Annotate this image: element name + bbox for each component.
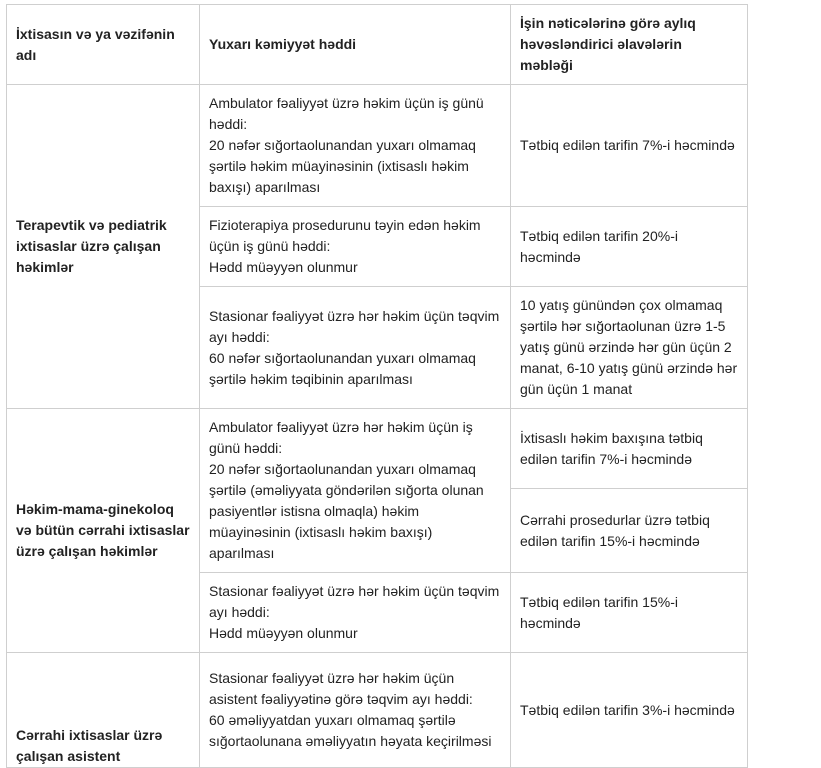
limit-cell — [200, 85, 511, 207]
amount-text: İxtisaslı həkim baxışına tətbiq edilən tarifin 7%-i həcmində — [520, 429, 703, 467]
amount-text: Tətbiq edilən tarifin 7%-i həcmində — [520, 137, 735, 153]
amount-cell — [511, 207, 748, 287]
amount-cell — [511, 489, 748, 573]
limit-cell — [200, 573, 511, 653]
compensation-table — [6, 4, 748, 768]
amount-text: Tətbiq edilən tarifin 3%-i həcmində — [520, 701, 735, 718]
limit-cell — [200, 207, 511, 287]
group-name-cell — [7, 653, 200, 768]
group-name: Terapevtik və pediatrik ixtisaslar üzrə çalışan həkimlər — [16, 217, 167, 275]
header-amount-text: İşin nəticələrinə görə aylıq həvəsləndirici əlavələrin məbləği — [520, 15, 696, 73]
amount-cell — [511, 287, 748, 409]
table-row — [7, 85, 748, 207]
header-limit-text: Yuxarı kəmiyyət həddi — [209, 36, 357, 52]
limit-cell — [200, 409, 511, 573]
amount-cell — [511, 573, 748, 653]
amount-cell — [511, 85, 748, 207]
table-row — [7, 409, 748, 489]
limit-text: Ambulator fəaliyyət üzrə hər həkim üçün iş günü həddi: 20 nəfər sığortaolunandan yuxarı olmamaq şərtilə (əməliyyata göndərilən sığorta olunan pasiyentlər istisna olmaqla) həkim müayinəsinin (ixtisaslı həkim baxışı) aparılması — [209, 419, 484, 561]
limit-text: Ambulator fəaliyyət üzrə həkim üçün iş günü həddi: 20 nəfər sığortaolunandan yuxarı olmamaq şərtilə həkim müayinəsinin (ixtisaslı həkim baxışı) aparılması — [209, 95, 484, 195]
group-name-cell — [7, 85, 200, 409]
header-position-text: İxtisasın və ya vəzifənin adı — [16, 25, 175, 63]
amount-text: Cərrahi prosedurlar üzrə tətbiq edilən tarifin 15%-i həcmində — [520, 511, 710, 549]
group-name-cell — [7, 409, 200, 653]
table-row — [7, 653, 748, 768]
limit-text: Stasionar fəaliyyət üzrə hər həkim üçün asistent fəaliyyətinə görə təqvim ayı həddi: 60 əməliyyatdan yuxarı olmamaq şərtilə sığortaolunana əməliyyatın həyata keçirilməsi — [209, 670, 492, 749]
header-row — [7, 5, 748, 85]
limit-text: Stasionar fəaliyyət üzrə hər həkim üçün təqvim ayı həddi: 60 nəfər sığortaolunandan yuxarı olmamaq şərtilə həkim təqibinin aparılması — [209, 307, 500, 387]
amount-cell — [511, 409, 748, 489]
group-name: Həkim-mama-ginekoloq və bütün cərrahi ixtisaslar üzrə çalışan həkimlər — [16, 501, 190, 559]
amount-text: 10 yatış günündən çox olmamaq şərtilə hər sığortaolunan üzrə 1-5 yatış günü ərzində hər gün üçün 2 manat, 6-10 yatış günü ərzində hər gün üçün 1 manat — [520, 297, 738, 397]
header-limit — [200, 5, 511, 85]
limit-cell — [200, 287, 511, 409]
group-name: Cərrahi ixtisaslar üzrə çalışan asistent — [16, 727, 163, 764]
limit-text: Fizioterapiya prosedurunu təyin edən həkim üçün iş günü həddi: Hədd müəyyən olunmur — [209, 217, 481, 275]
amount-cell — [511, 653, 748, 768]
limit-text: Stasionar fəaliyyət üzrə hər həkim üçün təqvim ayı həddi: Hədd müəyyən olunmur — [209, 583, 500, 641]
amount-text: Tətbiq edilən tarifin 15%-i həcmində — [520, 593, 678, 631]
amount-text: Tətbiq edilən tarifin 20%-i həcmində — [520, 227, 678, 265]
header-position — [7, 5, 200, 85]
limit-cell — [200, 653, 511, 768]
header-amount — [511, 5, 748, 85]
